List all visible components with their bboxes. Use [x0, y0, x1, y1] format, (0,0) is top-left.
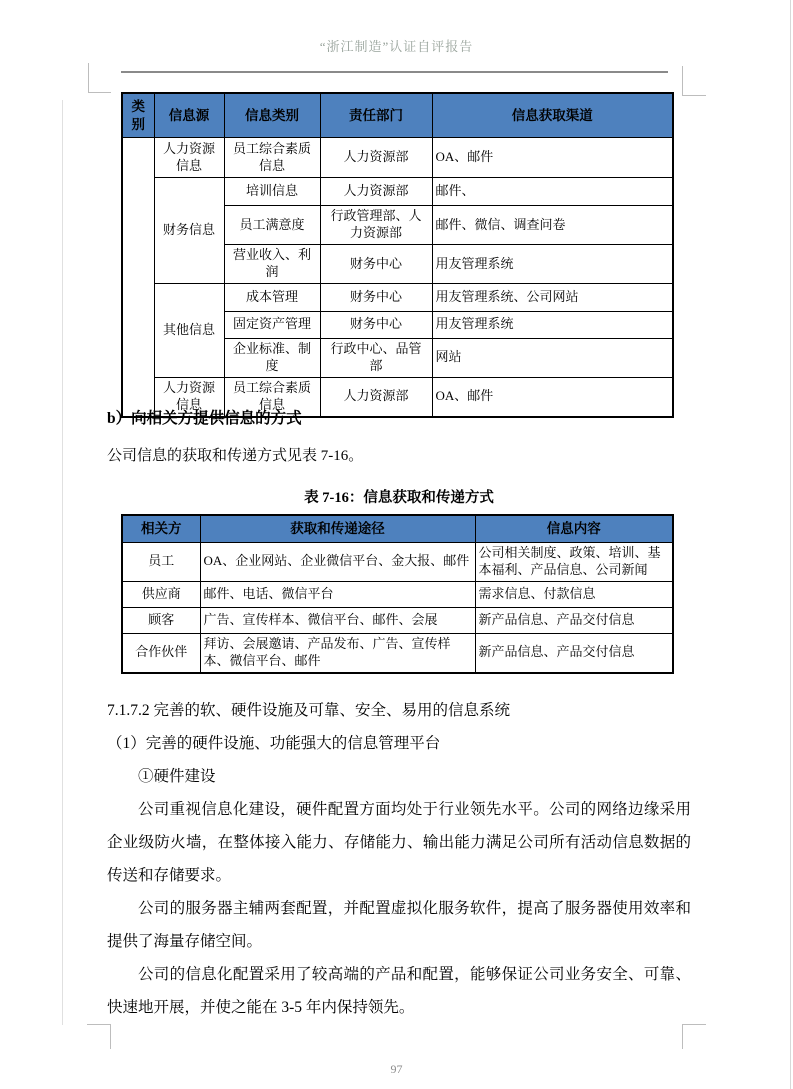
- table1-header-source: 信息源: [154, 93, 224, 138]
- dept-cell: 行政管理部、人力资源部: [320, 206, 432, 245]
- party-cell: 顾客: [122, 607, 200, 633]
- channels-cell: OA、企业网站、企业微信平台、金大报、邮件: [200, 542, 475, 581]
- dept-cell: 人力资源部: [320, 138, 432, 178]
- table-row: [122, 178, 673, 206]
- type-cell: 企业标准、制度: [224, 338, 320, 377]
- page-header-title: “浙江制造”认证自评报告: [319, 39, 474, 54]
- table-row: [122, 138, 673, 178]
- table-row: [122, 581, 673, 607]
- content-cell: 需求信息、付款信息: [475, 581, 673, 607]
- content-cell: 新产品信息、产品交付信息: [475, 633, 673, 673]
- type-cell: 固定资产管理: [224, 311, 320, 338]
- section-7172-sub2: ①硬件建设: [138, 768, 216, 785]
- section-b-intro: 公司信息的获取和传递方式见表 7-16。: [107, 448, 364, 464]
- type-cell: 营业收入、利润: [224, 245, 320, 284]
- source-cell: 其他信息: [154, 283, 224, 377]
- table2-header-channels: 获取和传递途径: [200, 515, 475, 542]
- channels-cell: 邮件、电话、微信平台: [200, 581, 475, 607]
- info-transfer-table: [121, 514, 674, 674]
- dept-cell: 人力资源部: [320, 377, 432, 416]
- type-cell: 员工综合素质信息: [224, 138, 320, 178]
- table1-header-dept: 责任部门: [320, 93, 432, 138]
- type-cell: 成本管理: [224, 283, 320, 311]
- source-cell: 财务信息: [154, 178, 224, 284]
- dept-cell: 人力资源部: [320, 178, 432, 206]
- channel-cell: 网站: [432, 338, 673, 377]
- type-cell: 员工综合素质信息: [224, 377, 320, 416]
- channel-cell: 用友管理系统: [432, 245, 673, 284]
- table-row: [122, 283, 673, 311]
- body-text-block: [107, 694, 691, 1024]
- section-7172-sub1: （1）完善的硬件设施、功能强大的信息管理平台: [107, 735, 441, 752]
- header-rule: [121, 71, 668, 73]
- channels-cell: 广告、宣传样本、微信平台、邮件、会展: [200, 607, 475, 633]
- table-row: [122, 607, 673, 633]
- table1-category-cell: [122, 138, 154, 417]
- channel-cell: OA、邮件: [432, 138, 673, 178]
- party-cell: 合作伙伴: [122, 633, 200, 673]
- crop-mark-top-left: [88, 63, 111, 93]
- table1-header-type: 信息类别: [224, 93, 320, 138]
- dept-cell: 财务中心: [320, 283, 432, 311]
- table-row: [122, 633, 673, 673]
- party-cell: 供应商: [122, 581, 200, 607]
- channels-cell: 拜访、会展邀请、产品发布、广告、宣传样本、微信平台、邮件: [200, 633, 475, 673]
- channel-cell: OA、邮件: [432, 377, 673, 416]
- table1-header-channel: 信息获取渠道: [432, 93, 673, 138]
- crop-mark-bottom-left: [87, 1024, 111, 1049]
- crop-mark-top-right: [682, 66, 706, 96]
- table2-header-party: 相关方: [122, 515, 200, 542]
- section-b-heading: b）向相关方提供信息的方式: [107, 410, 302, 427]
- dept-cell: 行政中心、品管部: [320, 338, 432, 377]
- type-cell: 员工满意度: [224, 206, 320, 245]
- content-cell: 公司相关制度、政策、培训、基本福利、产品信息、公司新闻: [475, 542, 673, 581]
- table2-header-content: 信息内容: [475, 515, 673, 542]
- channel-cell: 邮件、: [432, 178, 673, 206]
- page-number: 97: [390, 1062, 403, 1076]
- section-7172-heading: 7.1.7.2 完善的软、硬件设施及可靠、安全、易用的信息系统: [107, 702, 511, 719]
- table1-header-category: 类别: [122, 93, 154, 138]
- paragraph: 公司的服务器主辅两套配置，并配置虚拟化服务软件，提高了服务器使用效率和提供了海量存储空间。: [107, 900, 691, 950]
- content-cell: 新产品信息、产品交付信息: [475, 607, 673, 633]
- channel-cell: 用友管理系统、公司网站: [432, 283, 673, 311]
- paragraph: 公司重视信息化建设，硬件配置方面均处于行业领先水平。公司的网络边缘采用企业级防火墙，在整体接入能力、存储能力、输出能力满足公司所有活动信息数据的传送和存储要求。: [107, 801, 691, 884]
- source-cell: 人力资源信息: [154, 377, 224, 416]
- dept-cell: 财务中心: [320, 245, 432, 284]
- table1-header-row: [122, 93, 673, 138]
- dept-cell: 财务中心: [320, 311, 432, 338]
- channel-cell: 用友管理系统: [432, 311, 673, 338]
- source-cell: 人力资源信息: [154, 138, 224, 178]
- info-source-table: [121, 92, 674, 418]
- table2-header-row: [122, 515, 673, 542]
- paragraph: 公司的信息化配置采用了较高端的产品和配置，能够保证公司业务安全、可靠、快速地开展，并使之能在 3-5 年内保持领先。: [107, 966, 691, 1016]
- text-boundary-left: [62, 100, 63, 1025]
- crop-mark-bottom-right: [682, 1024, 706, 1049]
- party-cell: 员工: [122, 542, 200, 581]
- type-cell: 培训信息: [224, 178, 320, 206]
- page-edge-right: [790, 0, 791, 1089]
- table-7-16-caption: 表 7-16：信息获取和传递方式: [304, 490, 494, 506]
- table-row: [122, 542, 673, 581]
- channel-cell: 邮件、微信、调查问卷: [432, 206, 673, 245]
